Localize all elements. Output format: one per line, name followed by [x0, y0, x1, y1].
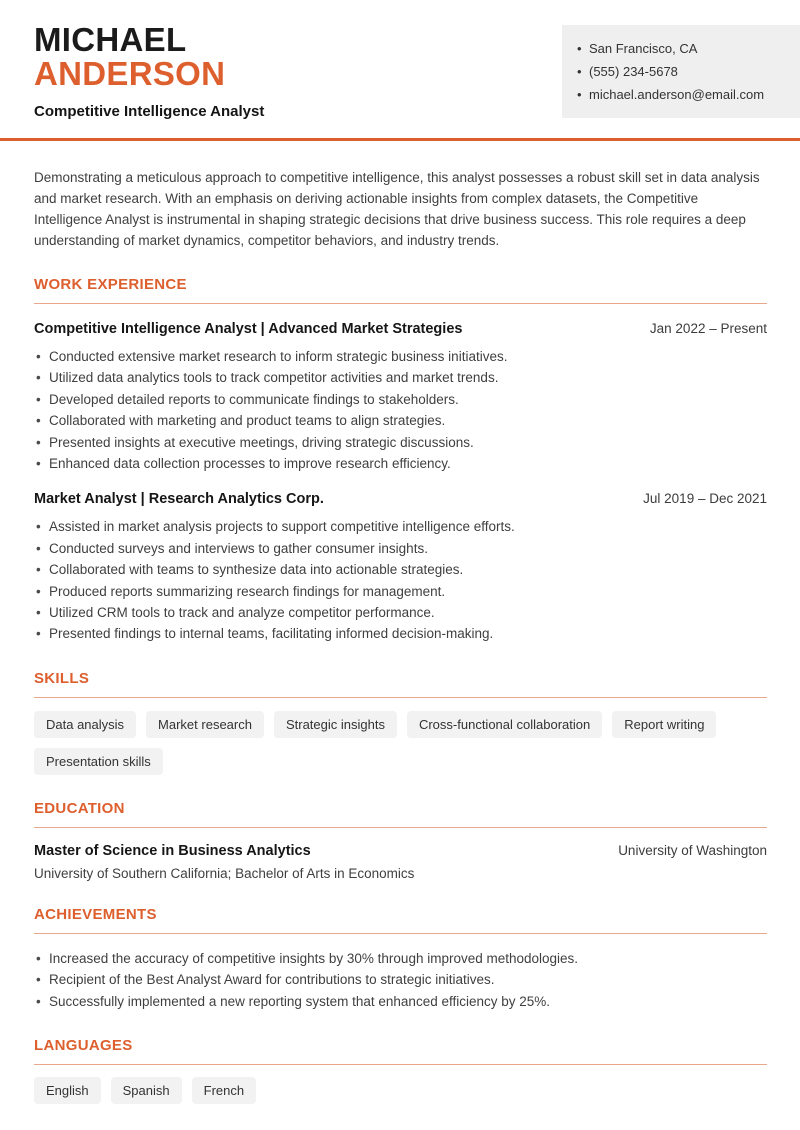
achievement-bullet: • Increased the accuracy of competitive insights by 30% through improved methodologies.: [34, 948, 767, 969]
job-entry: [34, 321, 767, 474]
job-bullet: • Presented insights at executive meetings, driving strategic discussions.: [34, 432, 767, 453]
job-bullet: • Conducted extensive market research to inform strategic business initiatives.: [34, 346, 767, 367]
job-bullet: • Utilized CRM tools to track and analyze competitor performance.: [34, 602, 767, 623]
section-achievements: [34, 906, 767, 1012]
resume-header: [0, 0, 800, 120]
job-bullet-list: [34, 346, 767, 474]
job-entry: [34, 491, 767, 644]
section-education: [34, 800, 767, 881]
job-bullet: • Presented findings to internal teams, facilitating informed decision-making.: [34, 623, 767, 644]
header-divider: [0, 138, 800, 141]
job-header: [34, 491, 767, 507]
job-bullet: • Utilized data analytics tools to track competitor activities and market trends.: [34, 367, 767, 388]
job-dates: Jan 2022 – Present: [649, 321, 767, 336]
candidate-last-name: ANDERSON: [34, 55, 226, 92]
achievements-heading: ACHIEVEMENTS: [34, 906, 767, 934]
contact-email: • michael.anderson@email.com: [577, 83, 786, 106]
job-bullet-list: [34, 516, 767, 644]
job-bullet: • Collaborated with teams to synthesize data into actionable strategies.: [34, 559, 767, 580]
job-title: Competitive Intelligence Analyst | Advanced Market Strategies: [34, 321, 463, 337]
language-chip: French: [192, 1077, 256, 1104]
skills-chip-list: [34, 711, 767, 775]
skill-chip: Report writing: [612, 711, 716, 738]
skill-chip: Strategic insights: [274, 711, 397, 738]
section-work-experience: [34, 276, 767, 645]
languages-heading: LANGUAGES: [34, 1037, 767, 1065]
skill-chip: Market research: [146, 711, 264, 738]
achievement-bullet: • Recipient of the Best Analyst Award for contributions to strategic initiatives.: [34, 969, 767, 990]
job-header: [34, 321, 767, 337]
contact-box: [562, 25, 800, 118]
skill-chip: Data analysis: [34, 711, 136, 738]
skill-chip: Cross-functional collaboration: [407, 711, 602, 738]
language-chip: English: [34, 1077, 101, 1104]
education-heading: EDUCATION: [34, 800, 767, 828]
skill-chip: Presentation skills: [34, 748, 163, 775]
job-bullet: • Conducted surveys and interviews to gather consumer insights.: [34, 538, 767, 559]
work-experience-heading: WORK EXPERIENCE: [34, 276, 767, 304]
candidate-first-name: MICHAEL: [34, 21, 187, 58]
education-degree: Master of Science in Business Analytics: [34, 842, 311, 859]
skills-heading: SKILLS: [34, 670, 767, 698]
section-skills: [34, 670, 767, 775]
education-school: University of Washington: [618, 842, 767, 858]
job-bullet: • Enhanced data collection processes to improve research efficiency.: [34, 453, 767, 474]
languages-chip-list: [34, 1077, 767, 1104]
candidate-job-title: Competitive Intelligence Analyst: [34, 103, 265, 120]
job-bullet: • Assisted in market analysis projects to support competitive intelligence efforts.: [34, 516, 767, 537]
summary-paragraph: Demonstrating a meticulous approach to competitive intelligence, this analyst possesses a robust skill set in data analysis and market research. With an emphasis on deriving actionable insights from complex datasets, the Competitive Intelligence Analyst is instrumental in shaping strategic decisions that drive business success. This role requires a deep understanding of market dynamics, competitor behaviors, and industry trends.: [34, 170, 760, 248]
language-chip: Spanish: [111, 1077, 182, 1104]
education-entry: [34, 843, 767, 859]
job-bullet: • Developed detailed reports to communicate findings to stakeholders.: [34, 389, 767, 410]
education-detail: University of Southern California; Bachelor of Arts in Economics: [34, 865, 415, 881]
resume-body: [0, 167, 800, 1104]
achievements-bullet-list: [34, 948, 767, 1012]
contact-location: • San Francisco, CA: [577, 37, 786, 60]
job-bullet: • Produced reports summarizing research findings for management.: [34, 581, 767, 602]
achievement-bullet: • Successfully implemented a new reporting system that enhanced efficiency by 25%.: [34, 991, 767, 1012]
job-title: Market Analyst | Research Analytics Corp.: [34, 491, 324, 508]
section-languages: [34, 1037, 767, 1104]
job-dates: Jul 2019 – Dec 2021: [643, 491, 767, 507]
contact-phone: • (555) 234-5678: [577, 60, 786, 83]
job-bullet: • Collaborated with marketing and product teams to align strategies.: [34, 410, 767, 431]
